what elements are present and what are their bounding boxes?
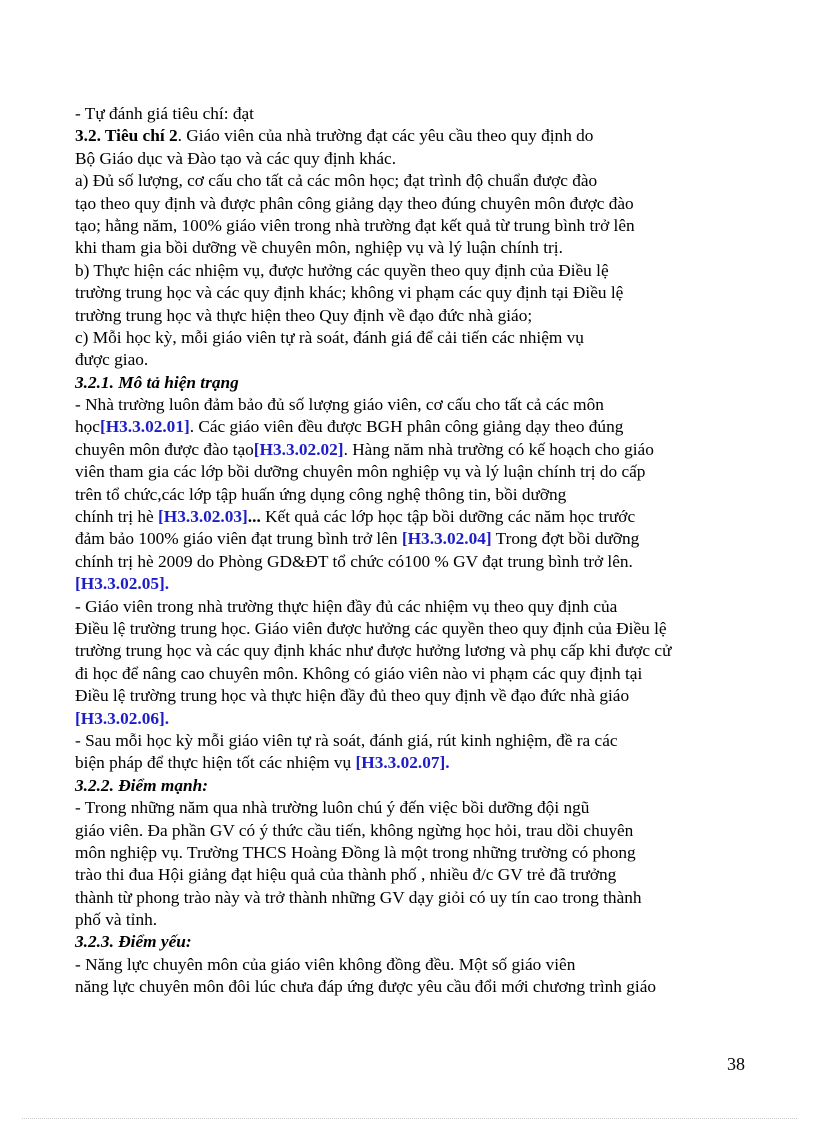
text-line (75, 752, 735, 774)
text-segment: . Giáo viên của nhà trường đạt các yêu cầu theo quy định do (177, 126, 594, 146)
text-segment: Kết quả các lớp học tập bồi dưỡng các năm học trước (265, 507, 636, 527)
text-line (75, 931, 735, 953)
text-segment: đảm bảo 100% giáo viên đạt trung bình trở lên (75, 529, 402, 549)
text-line (75, 193, 735, 215)
text-segment: 3.2. Tiêu chí 2 (75, 126, 178, 146)
text-line (75, 349, 735, 371)
text-segment: học (75, 417, 100, 437)
text-segment: viên tham gia các lớp bồi dưỡng chuyên môn nghiệp vụ và lý luận chính trị do cấp (75, 462, 646, 482)
text-segment: chính trị hè 2009 do Phòng GD&ĐT tổ chức có100 % GV đạt trung bình trở lên. (75, 551, 633, 571)
text-line (75, 708, 735, 730)
text-segment: Trong đợt bồi dưỡng (491, 529, 640, 549)
text-line (75, 237, 735, 259)
section-heading: 3.2.2. Điểm mạnh: (75, 775, 208, 795)
text-line (75, 954, 735, 976)
text-line (75, 663, 735, 685)
text-line (75, 439, 735, 461)
text-segment: môn nghiệp vụ. Trường THCS Hoàng Đồng là một trong những trường có phong (75, 842, 636, 862)
text-line (75, 215, 735, 237)
text-segment: tạo; hằng năm, 100% giáo viên trong nhà trường đạt kết quả từ trung bình trở lên (75, 215, 635, 235)
text-segment: trường trung học và thực hiện theo Quy định về đạo đức nhà giáo; (75, 305, 533, 325)
text-line (75, 640, 735, 662)
text-segment: năng lực chuyên môn đôi lúc chưa đáp ứng được yêu cầu đổi mới chương trình giáo (75, 977, 657, 997)
text-line (75, 596, 735, 618)
text-segment: trên tổ chức,các lớp tập huấn ứng dụng công nghệ thông tin, bồi dưỡng (75, 484, 567, 504)
text-segment: khi tham gia bồi dưỡng về chuyên môn, nghiệp vụ và lý luận chính trị. (75, 238, 563, 258)
text-segment: c) Mỗi học kỳ, mỗi giáo viên tự rà soát, đánh giá để cải tiến các nhiệm vụ (75, 327, 584, 347)
text-segment: a) Đủ số lượng, cơ cấu cho tất cả các môn học; đạt trình độ chuẩn được đào (75, 171, 598, 191)
text-segment: ... (247, 507, 266, 527)
evidence-reference: [H3.3.02.06]. (75, 708, 170, 728)
text-segment: biện pháp để thực hiện tốt các nhiệm vụ (75, 753, 356, 773)
text-segment: - Năng lực chuyên môn của giáo viên không đồng đều. Một số giáo viên (75, 954, 576, 974)
text-line (75, 125, 735, 147)
text-line (75, 260, 735, 282)
text-segment: trường trung học và các quy định khác như được hưởng lương và phụ cấp khi được cử (75, 641, 672, 661)
text-line (75, 551, 735, 573)
footer-divider (22, 1118, 797, 1119)
section-heading: 3.2.1. Mô tả hiện trạng (75, 372, 239, 392)
text-segment: . Các giáo viên đều được BGH phân công giảng dạy theo đúng (189, 417, 624, 437)
text-line (75, 864, 735, 886)
text-line (75, 372, 735, 394)
text-segment: chính trị hè (75, 507, 159, 527)
text-segment: - Nhà trường luôn đảm bảo đủ số lượng giáo viên, cơ cấu cho tất cả các môn (75, 395, 604, 415)
text-segment: trường trung học và các quy định khác; không vi phạm các quy định tại Điều lệ (75, 283, 624, 303)
text-line (75, 148, 735, 170)
document-body (75, 103, 735, 999)
section-heading: 3.2.3. Điểm yếu: (75, 932, 192, 952)
evidence-reference: [H3.3.02.02] (253, 439, 344, 459)
text-segment: - Giáo viên trong nhà trường thực hiện đầy đủ các nhiệm vụ theo quy định của (75, 596, 618, 616)
text-segment: Bộ Giáo dục và Đào tạo và các quy định khác. (75, 148, 397, 168)
text-line (75, 528, 735, 550)
text-segment: b) Thực hiện các nhiệm vụ, được hưởng các quyền theo quy định của Điều lệ (75, 260, 609, 280)
text-line (75, 305, 735, 327)
text-line (75, 797, 735, 819)
text-segment: được giao. (75, 350, 149, 370)
text-line (75, 416, 735, 438)
text-line (75, 685, 735, 707)
text-segment: phố và tỉnh. (75, 910, 158, 930)
text-segment: đi học để nâng cao chuyên môn. Không có giáo viên nào vi phạm các quy định tại (75, 663, 643, 683)
evidence-reference: [H3.3.02.04] (401, 529, 492, 549)
text-segment: giáo viên. Đa phần GV có ý thức cầu tiến, không ngừng học hỏi, trau dồi chuyên (75, 820, 634, 840)
text-line (75, 887, 735, 909)
text-line (75, 618, 735, 640)
text-line (75, 170, 735, 192)
text-line (75, 976, 735, 998)
text-segment: Điều lệ trường trung học. Giáo viên được hưởng các quyền theo quy định của Điều lệ (75, 618, 667, 638)
evidence-reference: [H3.3.02.03] (158, 507, 248, 527)
text-segment: trào thi đua Hội giảng đạt hiệu quả của thành phố , nhiều đ/c GV trẻ đã trưởng (75, 865, 617, 885)
text-line (75, 573, 735, 595)
text-line (75, 730, 735, 752)
text-line (75, 327, 735, 349)
evidence-reference: [H3.3.02.07]. (355, 753, 450, 773)
text-line (75, 103, 735, 125)
text-line (75, 461, 735, 483)
text-line (75, 909, 735, 931)
text-line (75, 282, 735, 304)
text-segment: thành từ phong trào này và trở thành những GV dạy giỏi có uy tín cao trong thành (75, 887, 642, 907)
text-segment: - Sau mỗi học kỳ mỗi giáo viên tự rà soát, đánh giá, rút kinh nghiệm, đề ra các (75, 730, 618, 750)
text-line (75, 820, 735, 842)
evidence-reference: [H3.3.02.01] (99, 417, 190, 437)
text-line (75, 484, 735, 506)
text-segment: . Hàng năm nhà trường có kế hoạch cho giáo (343, 439, 654, 459)
text-line (75, 775, 735, 797)
text-line (75, 394, 735, 416)
evidence-reference: [H3.3.02.05]. (75, 574, 170, 594)
page-number: 38 (727, 1054, 745, 1074)
text-segment: Điều lệ trường trung học và thực hiện đầy đủ theo quy định về đạo đức nhà giáo (75, 686, 630, 706)
text-line (75, 506, 735, 528)
text-segment: - Tự đánh giá tiêu chí: đạt (75, 104, 254, 123)
text-segment: chuyên môn được đào tạo (75, 439, 254, 459)
text-segment: tạo theo quy định và được phân công giảng dạy theo đúng chuyên môn được đào (75, 193, 634, 213)
text-line (75, 842, 735, 864)
text-segment: - Trong những năm qua nhà trường luôn chú ý đến việc bồi dưỡng đội ngũ (75, 798, 590, 818)
